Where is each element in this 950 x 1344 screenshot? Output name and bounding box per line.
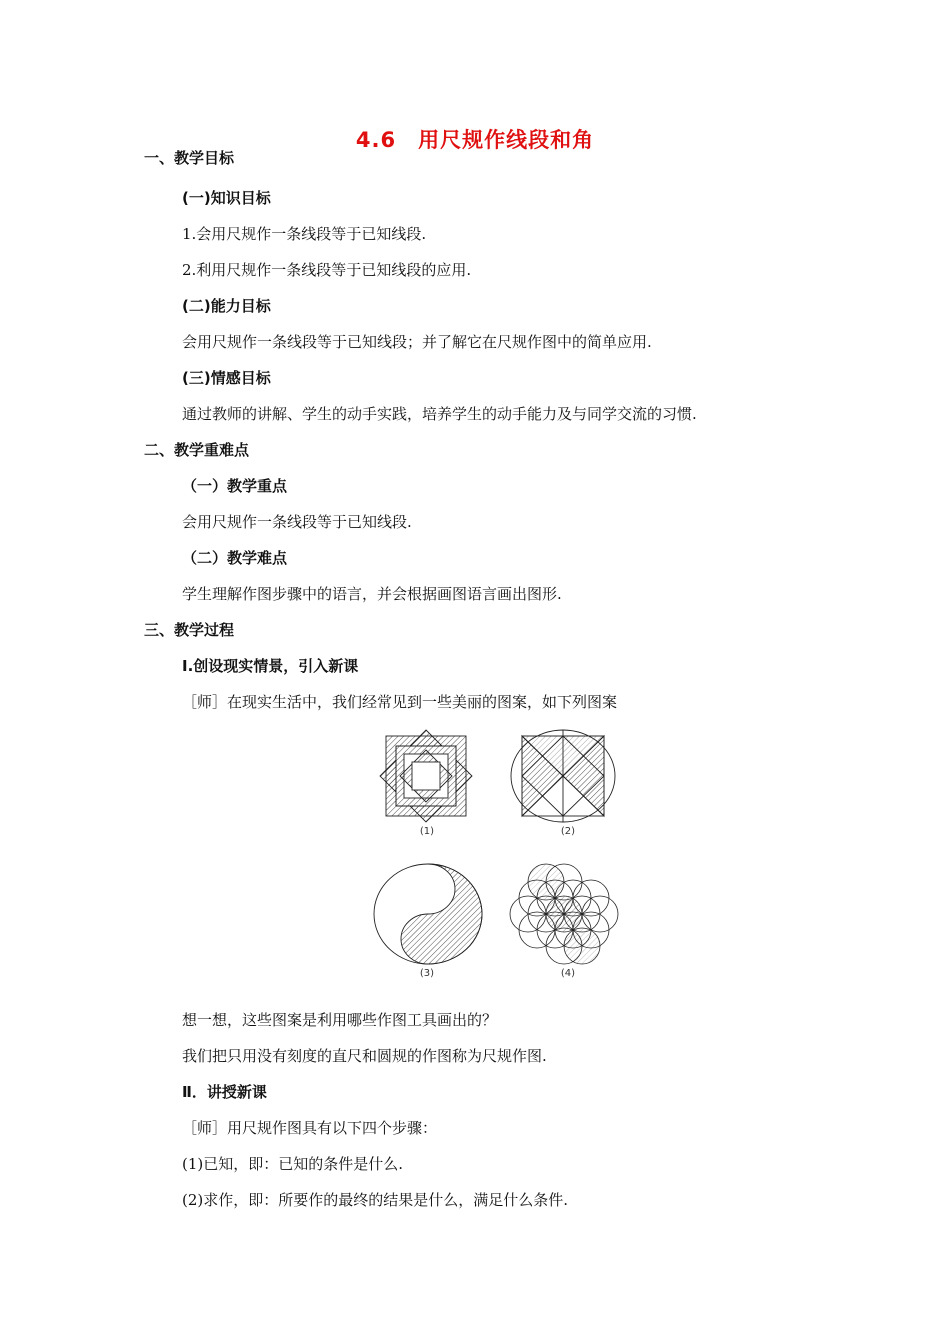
- paragraph: 想一想，这些图案是利用哪些作图工具画出的？: [182, 1011, 498, 1029]
- subheading-new-lesson: Ⅱ．讲授新课: [182, 1083, 267, 1101]
- subheading-ability: (二)能力目标: [182, 297, 271, 315]
- subheading-difficulty: （二）教学难点: [182, 549, 288, 567]
- subheading-knowledge: (一)知识目标: [182, 189, 271, 207]
- subheading-emotion: (三)情感目标: [182, 369, 271, 387]
- paragraph: ［师］用尺规作图具有以下四个步骤：: [182, 1119, 438, 1137]
- paragraph: (1)已知，即：已知的条件是什么.: [182, 1155, 404, 1173]
- figure-caption: (4): [560, 968, 576, 979]
- paragraph: 2.利用尺规作一条线段等于已知线段的应用.: [182, 261, 472, 279]
- figure-caption: (2): [560, 826, 576, 837]
- pattern-figure-4: [508, 862, 620, 966]
- pattern-figure-1: [372, 728, 482, 824]
- subheading-key: （一）教学重点: [182, 477, 288, 495]
- paragraph: 我们把只用没有刻度的直尺和圆规的作图称为尺规作图.: [182, 1047, 547, 1065]
- subheading-intro: Ⅰ.创设现实情景，引入新课: [182, 657, 359, 675]
- paragraph: ［师］在现实生活中，我们经常见到一些美丽的图案，如下列图案: [182, 693, 618, 711]
- paragraph: 通过教师的讲解、学生的动手实践，培养学生的动手能力及与同学交流的习惯.: [182, 405, 697, 423]
- pattern-figure-2: [508, 728, 618, 824]
- paragraph: 1.会用尺规作一条线段等于已知线段.: [182, 225, 427, 243]
- section-heading-process: 三、教学过程: [144, 621, 235, 639]
- pattern-figure-3: [372, 862, 484, 966]
- figure-caption: (3): [419, 968, 435, 979]
- figure-caption: (1): [419, 826, 435, 837]
- page-title: 4.6 用尺规作线段和角: [355, 128, 595, 152]
- paragraph: 学生理解作图步骤中的语言，并会根据画图语言画出图形.: [182, 585, 562, 603]
- section-heading-keypoints: 二、教学重难点: [144, 441, 250, 459]
- section-heading-goals: 一、教学目标: [144, 149, 235, 167]
- paragraph: 会用尺规作一条线段等于已知线段；并了解它在尺规作图中的简单应用.: [182, 333, 652, 351]
- paragraph: 会用尺规作一条线段等于已知线段.: [182, 513, 412, 531]
- paragraph: (2)求作，即：所要作的最终的结果是什么，满足什么条件.: [182, 1191, 569, 1209]
